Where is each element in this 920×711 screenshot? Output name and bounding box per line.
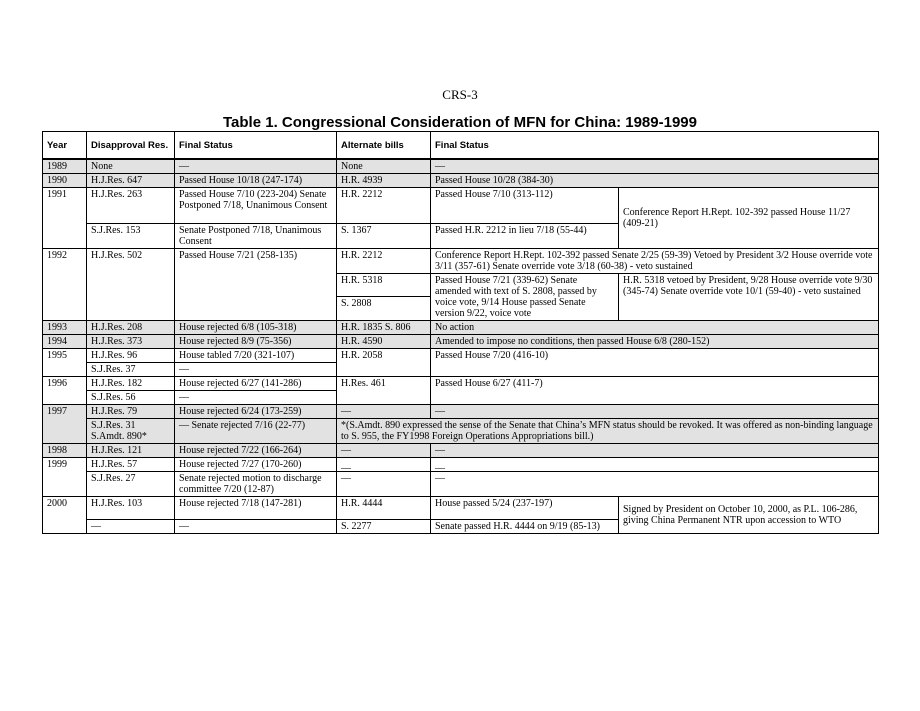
final-cell: —	[175, 391, 337, 405]
alt-cell: H.R. 4444	[337, 497, 431, 520]
year-cell: 1989	[43, 159, 87, 174]
res-cell: H.J.Res. 182	[87, 377, 175, 391]
res-cell: S.J.Res. 27	[87, 472, 175, 497]
status-cell: Passed House 7/10 (313-112)	[431, 188, 619, 224]
status-cell: —	[431, 405, 879, 419]
year-cell: 2000	[43, 497, 87, 534]
final-cell: —	[175, 159, 337, 174]
table-row	[43, 159, 879, 174]
table-row	[43, 405, 879, 419]
final-cell: House rejected 8/9 (75-356)	[175, 335, 337, 349]
year-cell: 1994	[43, 335, 87, 349]
mfn-table	[42, 131, 879, 534]
table-row	[43, 472, 879, 497]
table-row	[43, 174, 879, 188]
col-alternate-bills: Alternate bills	[337, 132, 431, 160]
table-row	[43, 249, 879, 274]
alt-cell: H.Res. 461	[337, 377, 431, 405]
final-cell: House rejected 6/27 (141-286)	[175, 377, 337, 391]
header-row	[43, 132, 879, 160]
final-cell: Passed House 10/18 (247-174)	[175, 174, 337, 188]
status-cell: Passed House 10/28 (384-30)	[431, 174, 879, 188]
alt-cell: H.R. 4590	[337, 335, 431, 349]
table-row	[43, 377, 879, 391]
alt-cell: H.R. 5318	[337, 274, 431, 297]
alt-cell: S. 2277	[337, 520, 431, 534]
alt-cell: H.R. 2212	[337, 249, 431, 274]
page-header: CRS-3	[442, 87, 478, 102]
res-cell: H.J.Res. 96	[87, 349, 175, 363]
alt-cell: —	[337, 472, 431, 497]
table-row	[43, 497, 879, 520]
alt-cell: H.R. 4939	[337, 174, 431, 188]
res-cell: H.J.Res. 57	[87, 458, 175, 472]
status-cell: Conference Report H.Rept. 102-392 passed Senate 2/25 (59-39) Vetoed by President 3/2 House override vote 3/11 (357-61) Senate override vote 3/18 (60-38) - veto sustained	[431, 249, 879, 274]
res-cell: H.J.Res. 502	[87, 249, 175, 321]
res-cell: S.J.Res. 31 S.Amdt. 890*	[87, 419, 175, 444]
final-cell: Passed House 7/10 (223-204) Senate Postponed 7/18, Unanimous Consent	[175, 188, 337, 224]
year-cell: 1995	[43, 349, 87, 377]
year-cell: 1990	[43, 174, 87, 188]
final-cell: House rejected 6/8 (105-318)	[175, 321, 337, 335]
final-cell: Senate rejected motion to discharge committee 7/20 (12-87)	[175, 472, 337, 497]
alt-cell: S. 2808	[337, 297, 431, 321]
final-cell: House rejected 7/22 (166-264)	[175, 444, 337, 458]
status-cell: —	[431, 444, 879, 458]
alt-cell: H.R. 2212	[337, 188, 431, 224]
alt-cell: —	[337, 444, 431, 458]
table-row	[43, 188, 879, 224]
res-cell: —	[87, 520, 175, 534]
status-cell: No action	[431, 321, 879, 335]
status-cell: —	[431, 472, 879, 497]
alt-cell: None	[337, 159, 431, 174]
table-row	[43, 419, 879, 444]
res-cell: H.J.Res. 373	[87, 335, 175, 349]
year-cell: 1993	[43, 321, 87, 335]
year-cell: 1997	[43, 405, 87, 444]
alt-cell: H.R. 1835 S. 806	[337, 321, 431, 335]
table-row	[43, 349, 879, 363]
table-title: Table 1. Congressional Consideration of MFN for China: 1989-1999	[223, 114, 697, 131]
col-disapproval: Disapproval Res.	[87, 132, 175, 160]
final-cell: House rejected 7/18 (147-281)	[175, 497, 337, 520]
year-cell: 1998	[43, 444, 87, 458]
res-cell: H.J.Res. 121	[87, 444, 175, 458]
final-cell: House rejected 7/27 (170-260)	[175, 458, 337, 472]
year-cell: 1991	[43, 188, 87, 249]
status-cell: Amended to impose no conditions, then passed House 6/8 (280-152)	[431, 335, 879, 349]
final-cell: House rejected 6/24 (173-259)	[175, 405, 337, 419]
veto-cell: H.R. 5318 vetoed by President, 9/28 House override vote 9/30 (345-74) Senate override vote 10/1 (59-40) - veto sustained	[619, 274, 879, 321]
table-row	[43, 444, 879, 458]
year-cell: 1992	[43, 249, 87, 321]
res-cell: S.J.Res. 37	[87, 363, 175, 377]
status-cell: Passed H.R. 2212 in lieu 7/18 (55-44)	[431, 224, 619, 249]
status-cell: Passed House 7/21 (339-62) Senate amended with text of S. 2808, passed by voice vote, 9/14 House passed Senate version 9/22, voice vote	[431, 274, 619, 321]
alt-cell: —	[337, 405, 431, 419]
col-final-status: Final Status	[175, 132, 337, 160]
status-cell: Passed House 7/20 (416-10)	[431, 349, 879, 377]
res-cell: H.J.Res. 647	[87, 174, 175, 188]
year-cell: 1996	[43, 377, 87, 405]
final-cell: House tabled 7/20 (321-107)	[175, 349, 337, 363]
table-row	[43, 458, 879, 472]
col-year: Year	[43, 132, 87, 160]
note-cell: *(S.Amdt. 890 expressed the sense of the Senate that China’s MFN status should be revoked. It was offered as non-binding language to S. 955, the FY1998 Foreign Operations Appropriations bill.)	[337, 419, 879, 444]
res-cell: None	[87, 159, 175, 174]
final-cell: Passed House 7/21 (258-135)	[175, 249, 337, 321]
alt-cell: H.R. 2058	[337, 349, 431, 377]
status-cell: Passed House 6/27 (411-7)	[431, 377, 879, 405]
res-cell: H.J.Res. 79	[87, 405, 175, 419]
col-final-status-2: Final Status	[431, 132, 879, 160]
res-cell: H.J.Res. 103	[87, 497, 175, 520]
alt-cell: __	[337, 458, 431, 472]
signed-cell: Signed by President on October 10, 2000, as P.L. 106-286, giving China Permanent NTR upon accession to WTO	[619, 497, 879, 534]
status-cell: Senate passed H.R. 4444 on 9/19 (85-13)	[431, 520, 619, 534]
final-cell: —	[175, 520, 337, 534]
alt-cell: S. 1367	[337, 224, 431, 249]
res-cell: S.J.Res. 153	[87, 224, 175, 249]
final-cell: Senate Postponed 7/18, Unanimous Consent	[175, 224, 337, 249]
res-cell: S.J.Res. 56	[87, 391, 175, 405]
res-cell: H.J.Res. 208	[87, 321, 175, 335]
table-row	[43, 321, 879, 335]
final-cell: — Senate rejected 7/16 (22-77)	[175, 419, 337, 444]
table-row	[43, 335, 879, 349]
res-cell: H.J.Res. 263	[87, 188, 175, 224]
year-cell: 1999	[43, 458, 87, 497]
status-cell: __	[431, 458, 879, 472]
status-cell: House passed 5/24 (237-197)	[431, 497, 619, 520]
conference-cell: Conference Report H.Rept. 102-392 passed House 11/27 (409-21)	[619, 188, 879, 249]
status-cell: —	[431, 159, 879, 174]
final-cell: —	[175, 363, 337, 377]
